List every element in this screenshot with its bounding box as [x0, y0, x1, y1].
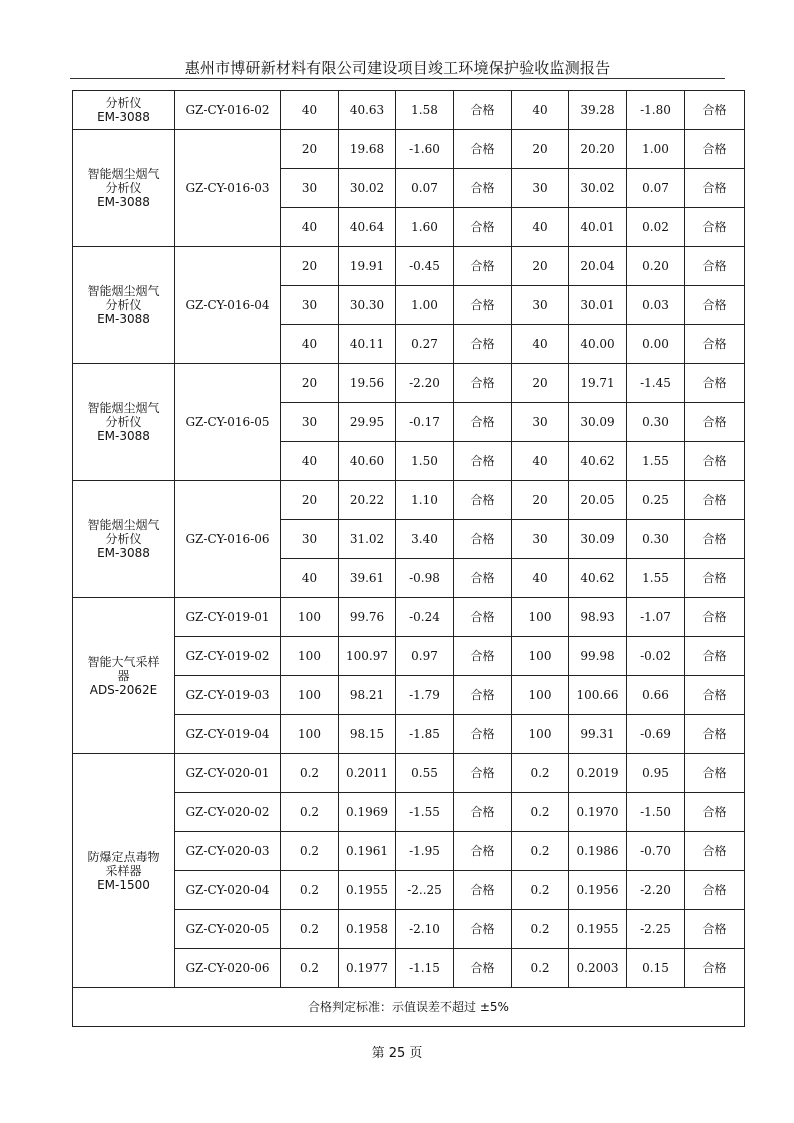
- value-cell: 20.05: [569, 481, 627, 520]
- result-cell: 合格: [454, 832, 512, 871]
- value-cell: -0.70: [627, 832, 685, 871]
- table-row: [73, 130, 745, 169]
- device-name-cell: [73, 598, 175, 754]
- result-cell: 合格: [685, 364, 745, 403]
- device-name-line: 分析仪: [105, 415, 142, 429]
- value-cell: 30.30: [339, 286, 396, 325]
- criteria-note: 合格判定标准：示值误差不超过 ±5%: [73, 988, 745, 1027]
- value-cell: 30.01: [569, 286, 627, 325]
- result-cell: 合格: [454, 364, 512, 403]
- value-cell: -0.02: [627, 637, 685, 676]
- value-cell: 20: [512, 364, 569, 403]
- instrument-id-cell: GZ-CY-016-05: [175, 364, 281, 481]
- value-cell: 20.22: [339, 481, 396, 520]
- value-cell: 31.02: [339, 520, 396, 559]
- instrument-id-cell: GZ-CY-020-04: [175, 871, 281, 910]
- value-cell: 19.71: [569, 364, 627, 403]
- value-cell: 0.03: [627, 286, 685, 325]
- value-cell: 0.1955: [569, 910, 627, 949]
- result-cell: 合格: [685, 949, 745, 988]
- value-cell: 29.95: [339, 403, 396, 442]
- value-cell: 20: [281, 247, 339, 286]
- device-name-line: EM-1500: [97, 877, 150, 892]
- table-row: [73, 481, 745, 520]
- value-cell: 39.28: [569, 91, 627, 130]
- value-cell: -0.17: [396, 403, 454, 442]
- value-cell: 20: [281, 130, 339, 169]
- value-cell: 1.10: [396, 481, 454, 520]
- value-cell: -0.45: [396, 247, 454, 286]
- result-cell: 合格: [454, 208, 512, 247]
- instrument-id-cell: GZ-CY-016-06: [175, 481, 281, 598]
- value-cell: 40: [512, 91, 569, 130]
- value-cell: 0.30: [627, 520, 685, 559]
- instrument-id-cell: GZ-CY-020-06: [175, 949, 281, 988]
- value-cell: 0.02: [627, 208, 685, 247]
- value-cell: 1.58: [396, 91, 454, 130]
- value-cell: -2.20: [396, 364, 454, 403]
- device-name-line: 智能烟尘烟气: [87, 284, 160, 298]
- value-cell: 40.60: [339, 442, 396, 481]
- result-cell: 合格: [454, 325, 512, 364]
- result-cell: 合格: [454, 286, 512, 325]
- value-cell: 40.63: [339, 91, 396, 130]
- result-cell: 合格: [685, 793, 745, 832]
- result-cell: 合格: [685, 910, 745, 949]
- value-cell: 19.91: [339, 247, 396, 286]
- device-name-line: 智能烟尘烟气: [87, 518, 160, 532]
- value-cell: 30: [512, 169, 569, 208]
- result-cell: 合格: [685, 169, 745, 208]
- value-cell: 20: [281, 364, 339, 403]
- value-cell: 100: [512, 676, 569, 715]
- result-cell: 合格: [454, 520, 512, 559]
- result-cell: 合格: [454, 676, 512, 715]
- value-cell: 40: [281, 91, 339, 130]
- device-name-line: 分析仪: [105, 96, 142, 110]
- calibration-table: [72, 90, 745, 1027]
- value-cell: 40: [512, 208, 569, 247]
- device-name-line: 分析仪: [105, 298, 142, 312]
- value-cell: 30: [281, 403, 339, 442]
- value-cell: 100: [281, 715, 339, 754]
- result-cell: 合格: [685, 559, 745, 598]
- result-cell: 合格: [454, 169, 512, 208]
- value-cell: 40: [281, 208, 339, 247]
- result-cell: 合格: [454, 442, 512, 481]
- result-cell: 合格: [685, 481, 745, 520]
- instrument-id-cell: GZ-CY-019-04: [175, 715, 281, 754]
- value-cell: 0.66: [627, 676, 685, 715]
- value-cell: 100: [281, 637, 339, 676]
- value-cell: 30: [512, 403, 569, 442]
- result-cell: 合格: [454, 637, 512, 676]
- value-cell: 40: [512, 442, 569, 481]
- value-cell: 0.2019: [569, 754, 627, 793]
- instrument-id-cell: GZ-CY-020-05: [175, 910, 281, 949]
- result-cell: 合格: [685, 637, 745, 676]
- result-cell: 合格: [685, 91, 745, 130]
- value-cell: 1.55: [627, 559, 685, 598]
- table-row: [73, 364, 745, 403]
- result-cell: 合格: [685, 130, 745, 169]
- result-cell: 合格: [454, 949, 512, 988]
- result-cell: 合格: [685, 325, 745, 364]
- value-cell: 40.62: [569, 442, 627, 481]
- value-cell: -2.25: [627, 910, 685, 949]
- device-name-cell: [73, 91, 175, 130]
- table-row: [73, 754, 745, 793]
- result-cell: 合格: [454, 91, 512, 130]
- device-name-line: EM-3088: [97, 195, 150, 209]
- value-cell: 40.64: [339, 208, 396, 247]
- value-cell: 40.62: [569, 559, 627, 598]
- result-cell: 合格: [454, 559, 512, 598]
- value-cell: -0.69: [627, 715, 685, 754]
- value-cell: -1.95: [396, 832, 454, 871]
- device-name-cell: [73, 754, 175, 988]
- value-cell: 20.20: [569, 130, 627, 169]
- value-cell: 0.2: [512, 832, 569, 871]
- value-cell: 0.1986: [569, 832, 627, 871]
- value-cell: 99.31: [569, 715, 627, 754]
- instrument-id-cell: GZ-CY-020-02: [175, 793, 281, 832]
- value-cell: 0.1977: [339, 949, 396, 988]
- result-cell: 合格: [685, 754, 745, 793]
- value-cell: 0.1961: [339, 832, 396, 871]
- value-cell: 0.97: [396, 637, 454, 676]
- value-cell: 3.40: [396, 520, 454, 559]
- value-cell: 0.27: [396, 325, 454, 364]
- value-cell: 40: [512, 325, 569, 364]
- value-cell: 0.07: [627, 169, 685, 208]
- value-cell: 30: [281, 520, 339, 559]
- value-cell: 0.2011: [339, 754, 396, 793]
- value-cell: 99.98: [569, 637, 627, 676]
- result-cell: 合格: [454, 910, 512, 949]
- value-cell: -1.55: [396, 793, 454, 832]
- value-cell: 0.1969: [339, 793, 396, 832]
- value-cell: 1.55: [627, 442, 685, 481]
- value-cell: 30.09: [569, 403, 627, 442]
- value-cell: 0.1955: [339, 871, 396, 910]
- value-cell: 0.1958: [339, 910, 396, 949]
- value-cell: 0.2: [281, 754, 339, 793]
- value-cell: 0.2: [281, 871, 339, 910]
- device-name-line: EM-3088: [97, 110, 150, 124]
- result-cell: 合格: [454, 247, 512, 286]
- value-cell: 1.00: [396, 286, 454, 325]
- value-cell: 0.07: [396, 169, 454, 208]
- result-cell: 合格: [685, 442, 745, 481]
- result-cell: 合格: [685, 676, 745, 715]
- device-name-line: 智能大气采样: [87, 654, 160, 669]
- value-cell: -1.15: [396, 949, 454, 988]
- result-cell: 合格: [454, 715, 512, 754]
- value-cell: 30.02: [569, 169, 627, 208]
- value-cell: -1.80: [627, 91, 685, 130]
- value-cell: 30.09: [569, 520, 627, 559]
- instrument-id-cell: GZ-CY-020-01: [175, 754, 281, 793]
- result-cell: 合格: [454, 130, 512, 169]
- value-cell: 1.60: [396, 208, 454, 247]
- value-cell: 0.2: [512, 793, 569, 832]
- instrument-id-cell: GZ-CY-016-04: [175, 247, 281, 364]
- value-cell: 100.97: [339, 637, 396, 676]
- value-cell: -0.98: [396, 559, 454, 598]
- value-cell: 99.76: [339, 598, 396, 637]
- value-cell: 30: [281, 286, 339, 325]
- footer-row: [73, 988, 745, 1027]
- value-cell: 98.93: [569, 598, 627, 637]
- value-cell: 19.68: [339, 130, 396, 169]
- device-name-cell: [73, 481, 175, 598]
- value-cell: -1.85: [396, 715, 454, 754]
- value-cell: 30: [512, 286, 569, 325]
- result-cell: 合格: [454, 871, 512, 910]
- value-cell: 40: [512, 559, 569, 598]
- result-cell: 合格: [454, 403, 512, 442]
- device-name-line: 智能烟尘烟气: [87, 401, 160, 415]
- value-cell: 100: [281, 598, 339, 637]
- value-cell: -1.60: [396, 130, 454, 169]
- value-cell: -2..25: [396, 871, 454, 910]
- value-cell: 1.50: [396, 442, 454, 481]
- value-cell: 40.01: [569, 208, 627, 247]
- result-cell: 合格: [685, 247, 745, 286]
- value-cell: 0.2: [512, 754, 569, 793]
- value-cell: 0.25: [627, 481, 685, 520]
- instrument-id-cell: GZ-CY-019-02: [175, 637, 281, 676]
- value-cell: 0.00: [627, 325, 685, 364]
- value-cell: 100: [512, 598, 569, 637]
- value-cell: -2.20: [627, 871, 685, 910]
- instrument-id-cell: GZ-CY-016-02: [175, 91, 281, 130]
- instrument-id-cell: GZ-CY-019-01: [175, 598, 281, 637]
- value-cell: 39.61: [339, 559, 396, 598]
- value-cell: 100: [512, 715, 569, 754]
- device-name-cell: [73, 364, 175, 481]
- value-cell: -1.79: [396, 676, 454, 715]
- device-name-line: 分析仪: [105, 532, 142, 546]
- value-cell: 0.2: [512, 949, 569, 988]
- device-name-line: 防爆定点毒物: [87, 849, 160, 864]
- value-cell: 98.15: [339, 715, 396, 754]
- device-name-cell: [73, 130, 175, 247]
- result-cell: 合格: [685, 403, 745, 442]
- value-cell: 0.1956: [569, 871, 627, 910]
- table-row: [73, 247, 745, 286]
- value-cell: 30: [281, 169, 339, 208]
- result-cell: 合格: [685, 208, 745, 247]
- value-cell: 0.2: [281, 949, 339, 988]
- instrument-id-cell: GZ-CY-020-03: [175, 832, 281, 871]
- value-cell: -1.45: [627, 364, 685, 403]
- instrument-id-cell: GZ-CY-019-03: [175, 676, 281, 715]
- table-row: [73, 91, 745, 130]
- result-cell: 合格: [685, 598, 745, 637]
- device-name-line: ADS-2062E: [89, 682, 158, 697]
- device-name-cell: [73, 247, 175, 364]
- value-cell: 19.56: [339, 364, 396, 403]
- value-cell: 1.00: [627, 130, 685, 169]
- value-cell: -2.10: [396, 910, 454, 949]
- value-cell: 0.1970: [569, 793, 627, 832]
- value-cell: 20: [281, 481, 339, 520]
- device-name-line: 采样器: [105, 863, 142, 878]
- value-cell: 0.2: [281, 793, 339, 832]
- value-cell: 100: [281, 676, 339, 715]
- result-cell: 合格: [685, 520, 745, 559]
- value-cell: 40: [281, 442, 339, 481]
- value-cell: 0.2003: [569, 949, 627, 988]
- result-cell: 合格: [685, 286, 745, 325]
- table-body: [73, 91, 745, 988]
- result-cell: 合格: [454, 793, 512, 832]
- value-cell: 30: [512, 520, 569, 559]
- result-cell: 合格: [454, 598, 512, 637]
- device-name-line: EM-3088: [97, 429, 150, 443]
- device-name-line: 分析仪: [105, 181, 142, 195]
- value-cell: 0.15: [627, 949, 685, 988]
- value-cell: 0.20: [627, 247, 685, 286]
- page-number: 第 25 页: [371, 1046, 423, 1061]
- value-cell: 0.2: [281, 910, 339, 949]
- header-rule: [70, 78, 725, 79]
- result-cell: 合格: [685, 715, 745, 754]
- value-cell: 0.2: [512, 910, 569, 949]
- value-cell: 0.30: [627, 403, 685, 442]
- value-cell: 40: [281, 325, 339, 364]
- value-cell: 20.04: [569, 247, 627, 286]
- value-cell: -1.50: [627, 793, 685, 832]
- value-cell: 0.2: [281, 832, 339, 871]
- result-cell: 合格: [685, 832, 745, 871]
- value-cell: 30.02: [339, 169, 396, 208]
- table-row: [73, 598, 745, 637]
- header-title: 惠州市博研新材料有限公司建设项目竣工环境保护验收监测报告: [184, 59, 611, 77]
- value-cell: 40: [281, 559, 339, 598]
- value-cell: 0.2: [512, 871, 569, 910]
- value-cell: -1.07: [627, 598, 685, 637]
- value-cell: 0.95: [627, 754, 685, 793]
- result-cell: 合格: [685, 871, 745, 910]
- device-name-line: EM-3088: [97, 312, 150, 326]
- value-cell: 20: [512, 130, 569, 169]
- value-cell: 40.00: [569, 325, 627, 364]
- value-cell: 0.55: [396, 754, 454, 793]
- device-name-line: EM-3088: [97, 546, 150, 560]
- value-cell: 98.21: [339, 676, 396, 715]
- value-cell: 100: [512, 637, 569, 676]
- value-cell: -0.24: [396, 598, 454, 637]
- result-cell: 合格: [454, 754, 512, 793]
- value-cell: 20: [512, 247, 569, 286]
- value-cell: 40.11: [339, 325, 396, 364]
- result-cell: 合格: [454, 481, 512, 520]
- device-name-line: 器: [117, 668, 130, 683]
- device-name-line: 智能烟尘烟气: [87, 167, 160, 181]
- value-cell: 100.66: [569, 676, 627, 715]
- instrument-id-cell: GZ-CY-016-03: [175, 130, 281, 247]
- value-cell: 20: [512, 481, 569, 520]
